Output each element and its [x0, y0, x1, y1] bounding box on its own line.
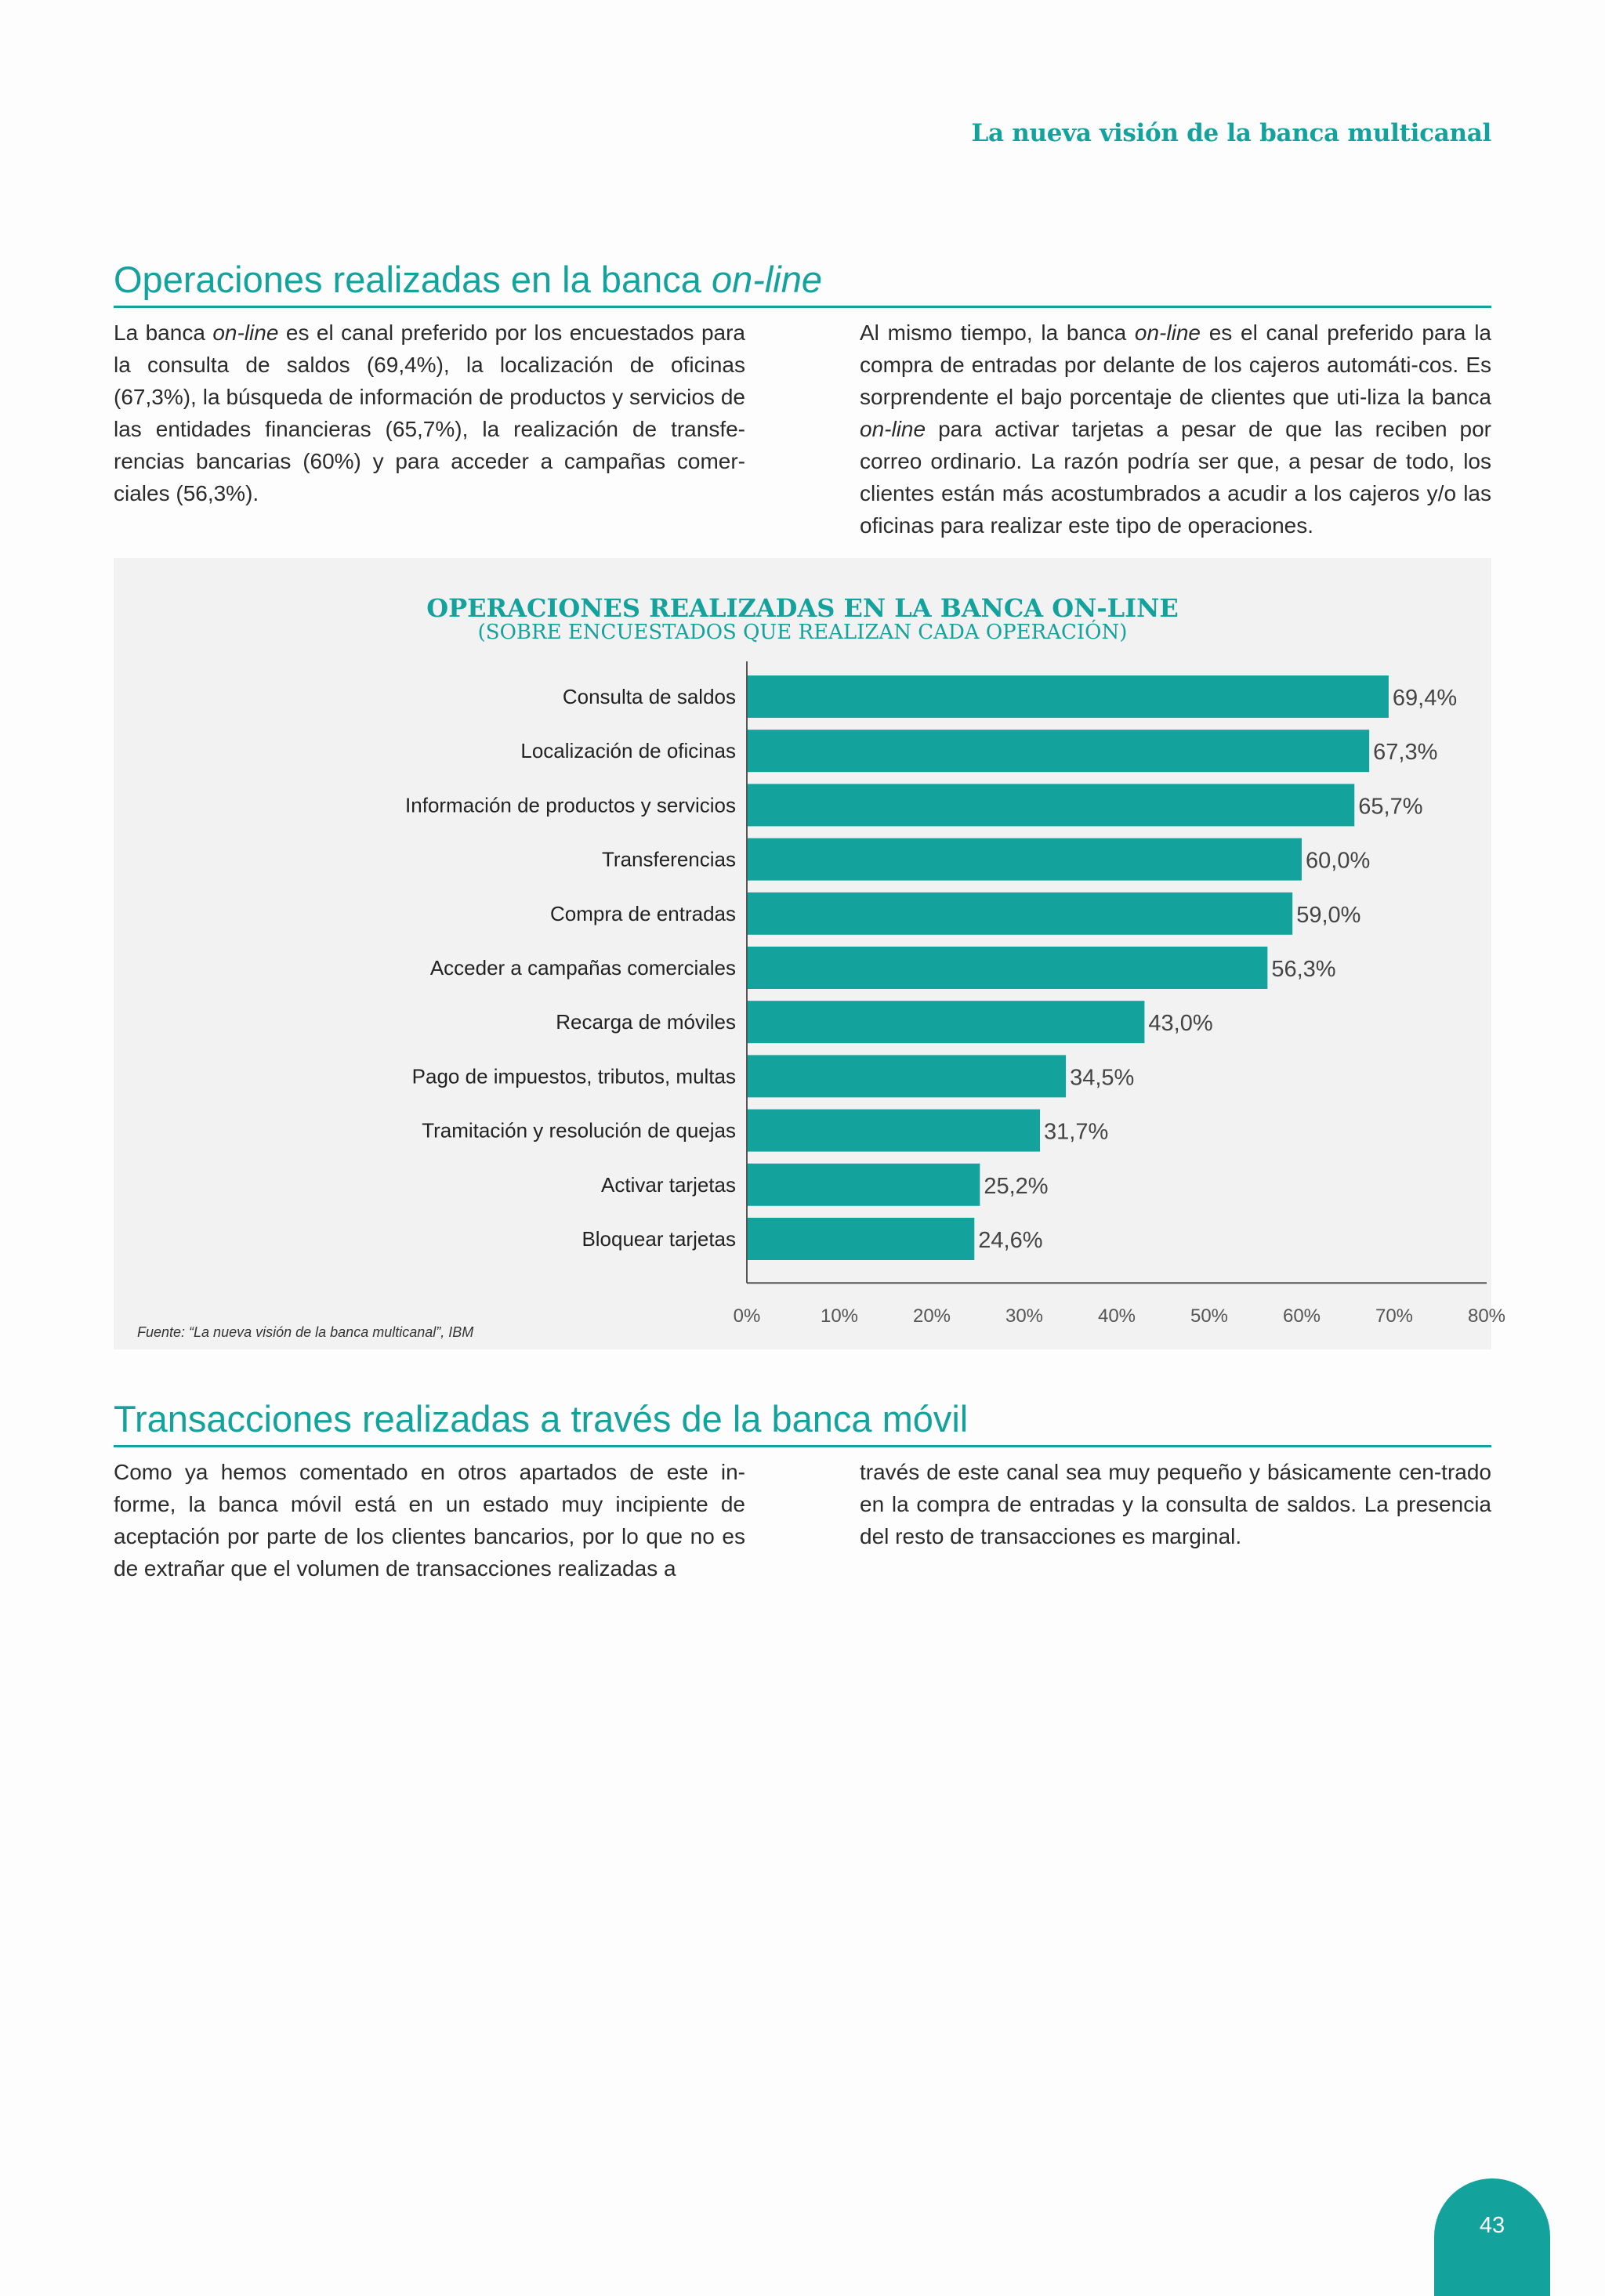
data-label: 65,7% [1358, 794, 1423, 820]
data-label: 69,4% [1392, 686, 1458, 711]
data-label: 25,2% [984, 1173, 1049, 1199]
bar [747, 1001, 1144, 1043]
bar [747, 730, 1369, 772]
text-run: es el canal preferido por los encuestados para la consulta de saldos (69,4%), la localización de oficinas (67,3%), la búsqueda de información de productos y servicios de las entidades financieras (65,7%), la realización de transfe-rencias bancarias (60%) y para acceder a campañas comer-ciales (56,3%). [114, 320, 745, 505]
chart-panel [114, 558, 1506, 1349]
data-label: 60,0% [1306, 848, 1371, 874]
x-tick-label: 30% [1005, 1306, 1044, 1327]
data-label: 34,5% [1070, 1065, 1135, 1091]
text-run: La banca [114, 320, 213, 345]
x-tick-label: 10% [820, 1306, 859, 1327]
section1-column-left [114, 317, 745, 509]
text-run-italic: on-line [1134, 320, 1201, 345]
data-label: 59,0% [1296, 902, 1361, 928]
category-label: Activar tarjetas [601, 1172, 736, 1197]
category-label: Tramitación y resolución de quejas [422, 1118, 736, 1143]
x-tick-label: 70% [1375, 1306, 1414, 1327]
data-label: 31,7% [1044, 1119, 1109, 1145]
bar [747, 784, 1354, 826]
text-run: para activar tarjetas a pesar de que las reciben por correo ordinario. La razón podría ser que, a pesar de todo, los clientes están más acostumbrados a acudir a los cajeros y/o las oficinas para realizar este tipo de operaciones. [860, 417, 1491, 538]
bar [747, 838, 1302, 881]
category-label: Acceder a campañas comerciales [429, 956, 736, 980]
category-label: Pago de impuestos, tributos, multas [411, 1064, 736, 1088]
x-tick-label: 80% [1467, 1306, 1506, 1327]
text-run-italic: on-line [860, 417, 926, 441]
data-label: 56,3% [1271, 957, 1336, 982]
x-tick-label: 0% [733, 1306, 761, 1327]
category-label: Consulta de saldos [562, 685, 736, 708]
section2-column-left [114, 1456, 745, 1584]
category-label: Bloquear tarjetas [581, 1227, 736, 1251]
x-tick-label: 20% [912, 1306, 951, 1327]
section1-column-right [860, 317, 1491, 541]
bar [747, 1055, 1066, 1097]
section2-column-right [860, 1456, 1491, 1552]
x-tick-label: 50% [1190, 1306, 1229, 1327]
page-number: 43 [1479, 2213, 1505, 2238]
chart-title: OPERACIONES REALIZADAS EN LA BANCA ON-LINE [426, 593, 1179, 623]
bar [747, 1218, 974, 1260]
section-title-main: Operaciones realizadas en la banca [114, 259, 712, 300]
bar-chart [114, 558, 1506, 1327]
data-label: 67,3% [1373, 740, 1438, 766]
data-label: 43,0% [1148, 1011, 1213, 1037]
bar [747, 1110, 1040, 1152]
text-run-italic: on-line [212, 320, 279, 345]
section-title-online-operations [114, 259, 1491, 308]
bar [747, 947, 1267, 989]
chart-subtitle: (SOBRE ENCUESTADOS QUE REALIZAN CADA OPERACIÓN) [477, 621, 1128, 644]
bar [747, 1164, 980, 1206]
data-label: 24,6% [978, 1228, 1043, 1253]
text-run: Al mismo tiempo, la banca [860, 320, 1135, 345]
bar [747, 675, 1389, 718]
x-tick-label: 60% [1282, 1306, 1321, 1327]
section-title-italic: on-line [711, 259, 823, 300]
section2-paragraph-left: Como ya hemos comentado en otros apartados de este in-forme, la banca móvil está en un estado muy incipiente de aceptación por parte de los clientes bancarios, por lo que no es de extrañar que el volumen de transacciones realizadas a [114, 1460, 745, 1581]
page-number-tab [1434, 2178, 1550, 2296]
bar [747, 893, 1292, 935]
category-label: Transferencias [602, 847, 736, 871]
section2-paragraph-right: través de este canal sea muy pequeño y básicamente cen-trado en la compra de entradas y la consulta de saldos. La presencia del resto de transacciones es marginal. [860, 1460, 1491, 1548]
section1-paragraph-left [114, 317, 745, 509]
section-title-mobile-transactions: Transacciones realizadas a través de la banca móvil [114, 1398, 1491, 1447]
text-run: es el canal preferido para la compra de entradas por delante de los cajeros automáti-cos. Es sorprendente el bajo porcentaje de clientes que uti-liza la banca [860, 320, 1492, 409]
category-label: Compra de entradas [549, 901, 736, 925]
x-tick-label: 40% [1097, 1306, 1136, 1327]
category-label: Información de productos y servicios [405, 793, 736, 817]
section1-paragraph-right [860, 317, 1491, 541]
running-header: La nueva visión de la banca multicanal [971, 119, 1491, 147]
category-label: Localización de oficinas [520, 739, 736, 763]
category-label: Recarga de móviles [556, 1010, 736, 1034]
source-note: Fuente: “La nueva visión de la banca multicanal”, IBM [137, 1324, 474, 1340]
